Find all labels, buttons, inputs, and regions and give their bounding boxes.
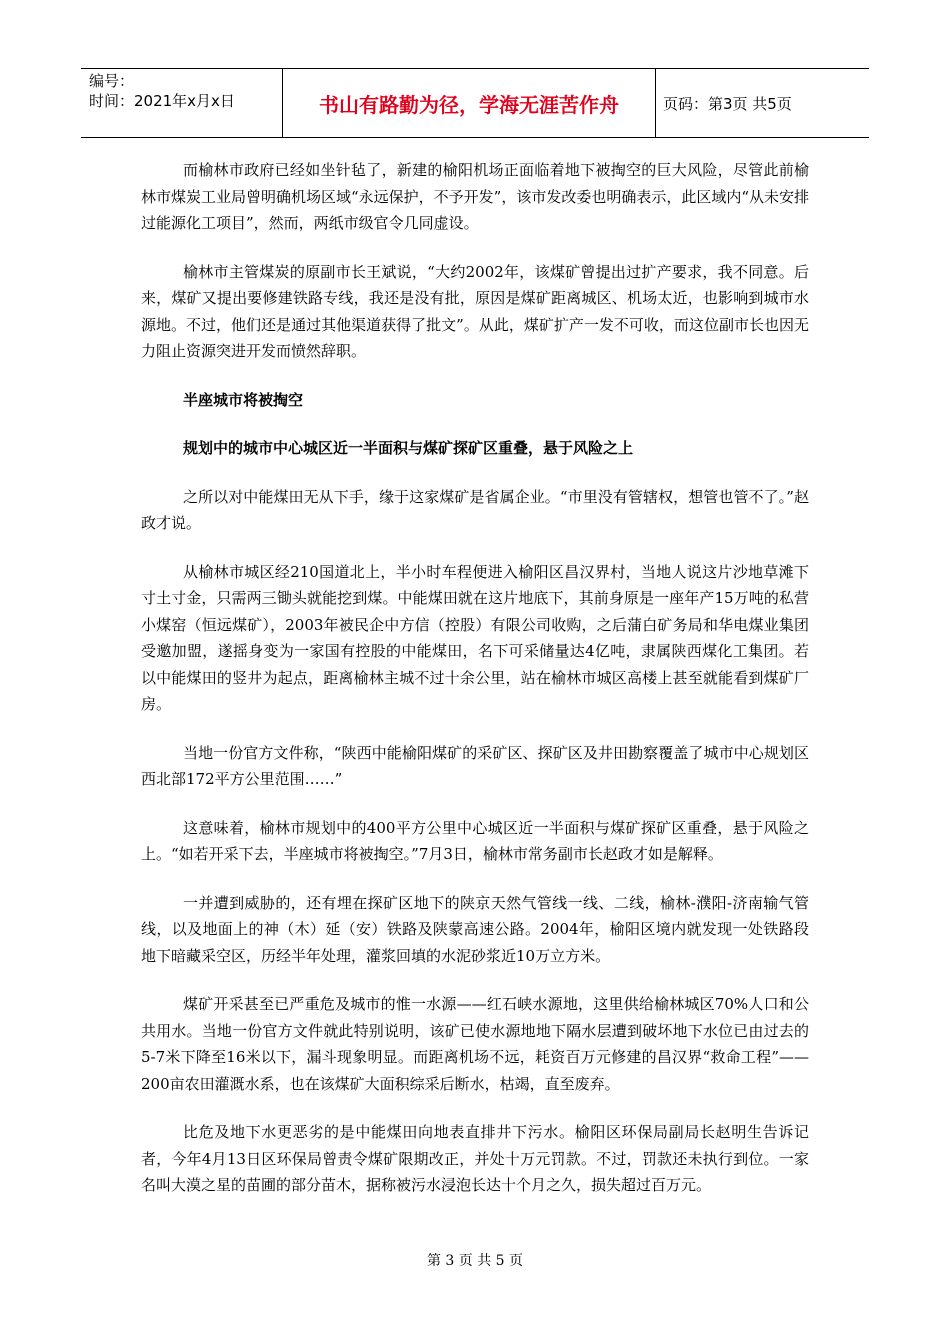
header-motto: 书山有路勤为径，学海无涯苦作舟 xyxy=(283,69,656,137)
paragraph: 煤矿开采甚至已严重危及城市的惟一水源——红石峡水源地，这里供给榆林城区70%人口和公共用水。当地一份官方文件就此特别说明，该矿已使水源地地下隔水层遭到破坏地下水位已由过去的5-7米下降至16米以下，漏斗现象明显。而距离机场不远，耗资百万元修建的昌汉界“救命工程”——200亩农田灌溉水系，也在该煤矿大面积综采后断水，枯竭，直至废弃。 xyxy=(141,995,809,1093)
paragraph: 比危及地下水更恶劣的是中能煤田向地表直排井下污水。榆阳区环保局副局长赵明生告诉记者，今年4月13日区环保局曾责令煤矿限期改正，并处十万元罚款。不过，罚款还未执行到位。一家名叫大漠之星的苗圃的部分苗木，据称被污水浸泡长达十个月之久，损失超过百万元。 xyxy=(141,1123,809,1194)
section-subheading: 规划中的城市中心城区近一半面积与煤矿探矿区重叠，悬于风险之上 xyxy=(183,439,634,457)
paragraph: 而榆林市政府已经如坐针毡了，新建的榆阳机场正面临着地下被掏空的巨大风险，尽管此前榆林市煤炭工业局曾明确机场区域“永远保护，不予开发”，该市发改委也明确表示，此区域内“从未安排过能源化工项目”，然而，两纸市级官令几同虚设。 xyxy=(141,161,810,232)
paragraph: 之所以对中能煤田无从下手，缘于这家煤矿是省属企业。“市里没有管辖权，想管也管不了。”赵政才说。 xyxy=(141,487,809,532)
paragraph: 榆林市主管煤炭的原副市长王斌说，“大约2002年，该煤矿曾提出过扩产要求，我不同意。后来，煤矿又提出要修建铁路专线，我还是没有批，原因是煤矿距离城区、机场太近，也影响到城市水源地。不过，他们还是通过其他渠道获得了批文”。从此，煤矿扩产一发不可收，而这位副市长也因无力阻止资源突进开发而愤然辞职。 xyxy=(141,262,809,360)
doc-number-label: 编号： xyxy=(89,72,135,90)
page-footer: 第 3 页 共 5 页 xyxy=(426,1253,524,1269)
header-page-number: 页码：第3页 共5页 xyxy=(663,94,792,113)
paragraph: 一并遭到威胁的，还有埋在探矿区地下的陕京天然气管线一线、二线，榆林-濮阳-济南输气管线，以及地面上的神（木）延（安）铁路及陕蒙高速公路。2004年，榆阳区境内就发现一处铁路段地下暗藏采空区，历经半年处理，灌浆回填的水泥砂浆近10万立方米。 xyxy=(141,893,809,965)
paragraph: 从榆林市城区经210国道北上，半小时车程便进入榆阳区昌汉界村，当地人说这片沙地草滩下寸土寸金，只需两三锄头就能挖到煤。中能煤田就在这片地底下，其前身原是一座年产15万吨的私营小煤窑（恒远煤矿），2003年被民企中方信（控股）有限公司收购，之后蒲白矿务局和华电煤业集团受邀加盟，遂摇身变为一家国有控股的中能煤田，名下可采储量达4亿吨，隶属陕西煤化工集团。若以中能煤田的竖井为起点，距离榆林主城不过十余公里，站在榆林市城区高楼上甚至就能看到煤矿厂房。 xyxy=(141,562,809,713)
doc-date: 时间：2021年x月x日 xyxy=(89,92,235,110)
page-header xyxy=(81,68,869,138)
paragraph: 这意味着，榆林市规划中的400平方公里中心城区近一半面积与煤矿探矿区重叠，悬于风险之上。“如若开采下去，半座城市将被掏空。”7月3日，榆林市常务副市长赵政才如是解释。 xyxy=(141,818,809,863)
header-info-cell xyxy=(81,69,283,137)
section-heading: 半座城市将被掏空 xyxy=(183,390,304,409)
paragraph: 当地一份官方文件称，“陕西中能榆阳煤矿的采矿区、探矿区及井田勘察覆盖了城市中心规划区西北部172平方公里范围……” xyxy=(141,743,809,788)
article-body xyxy=(141,157,809,1221)
